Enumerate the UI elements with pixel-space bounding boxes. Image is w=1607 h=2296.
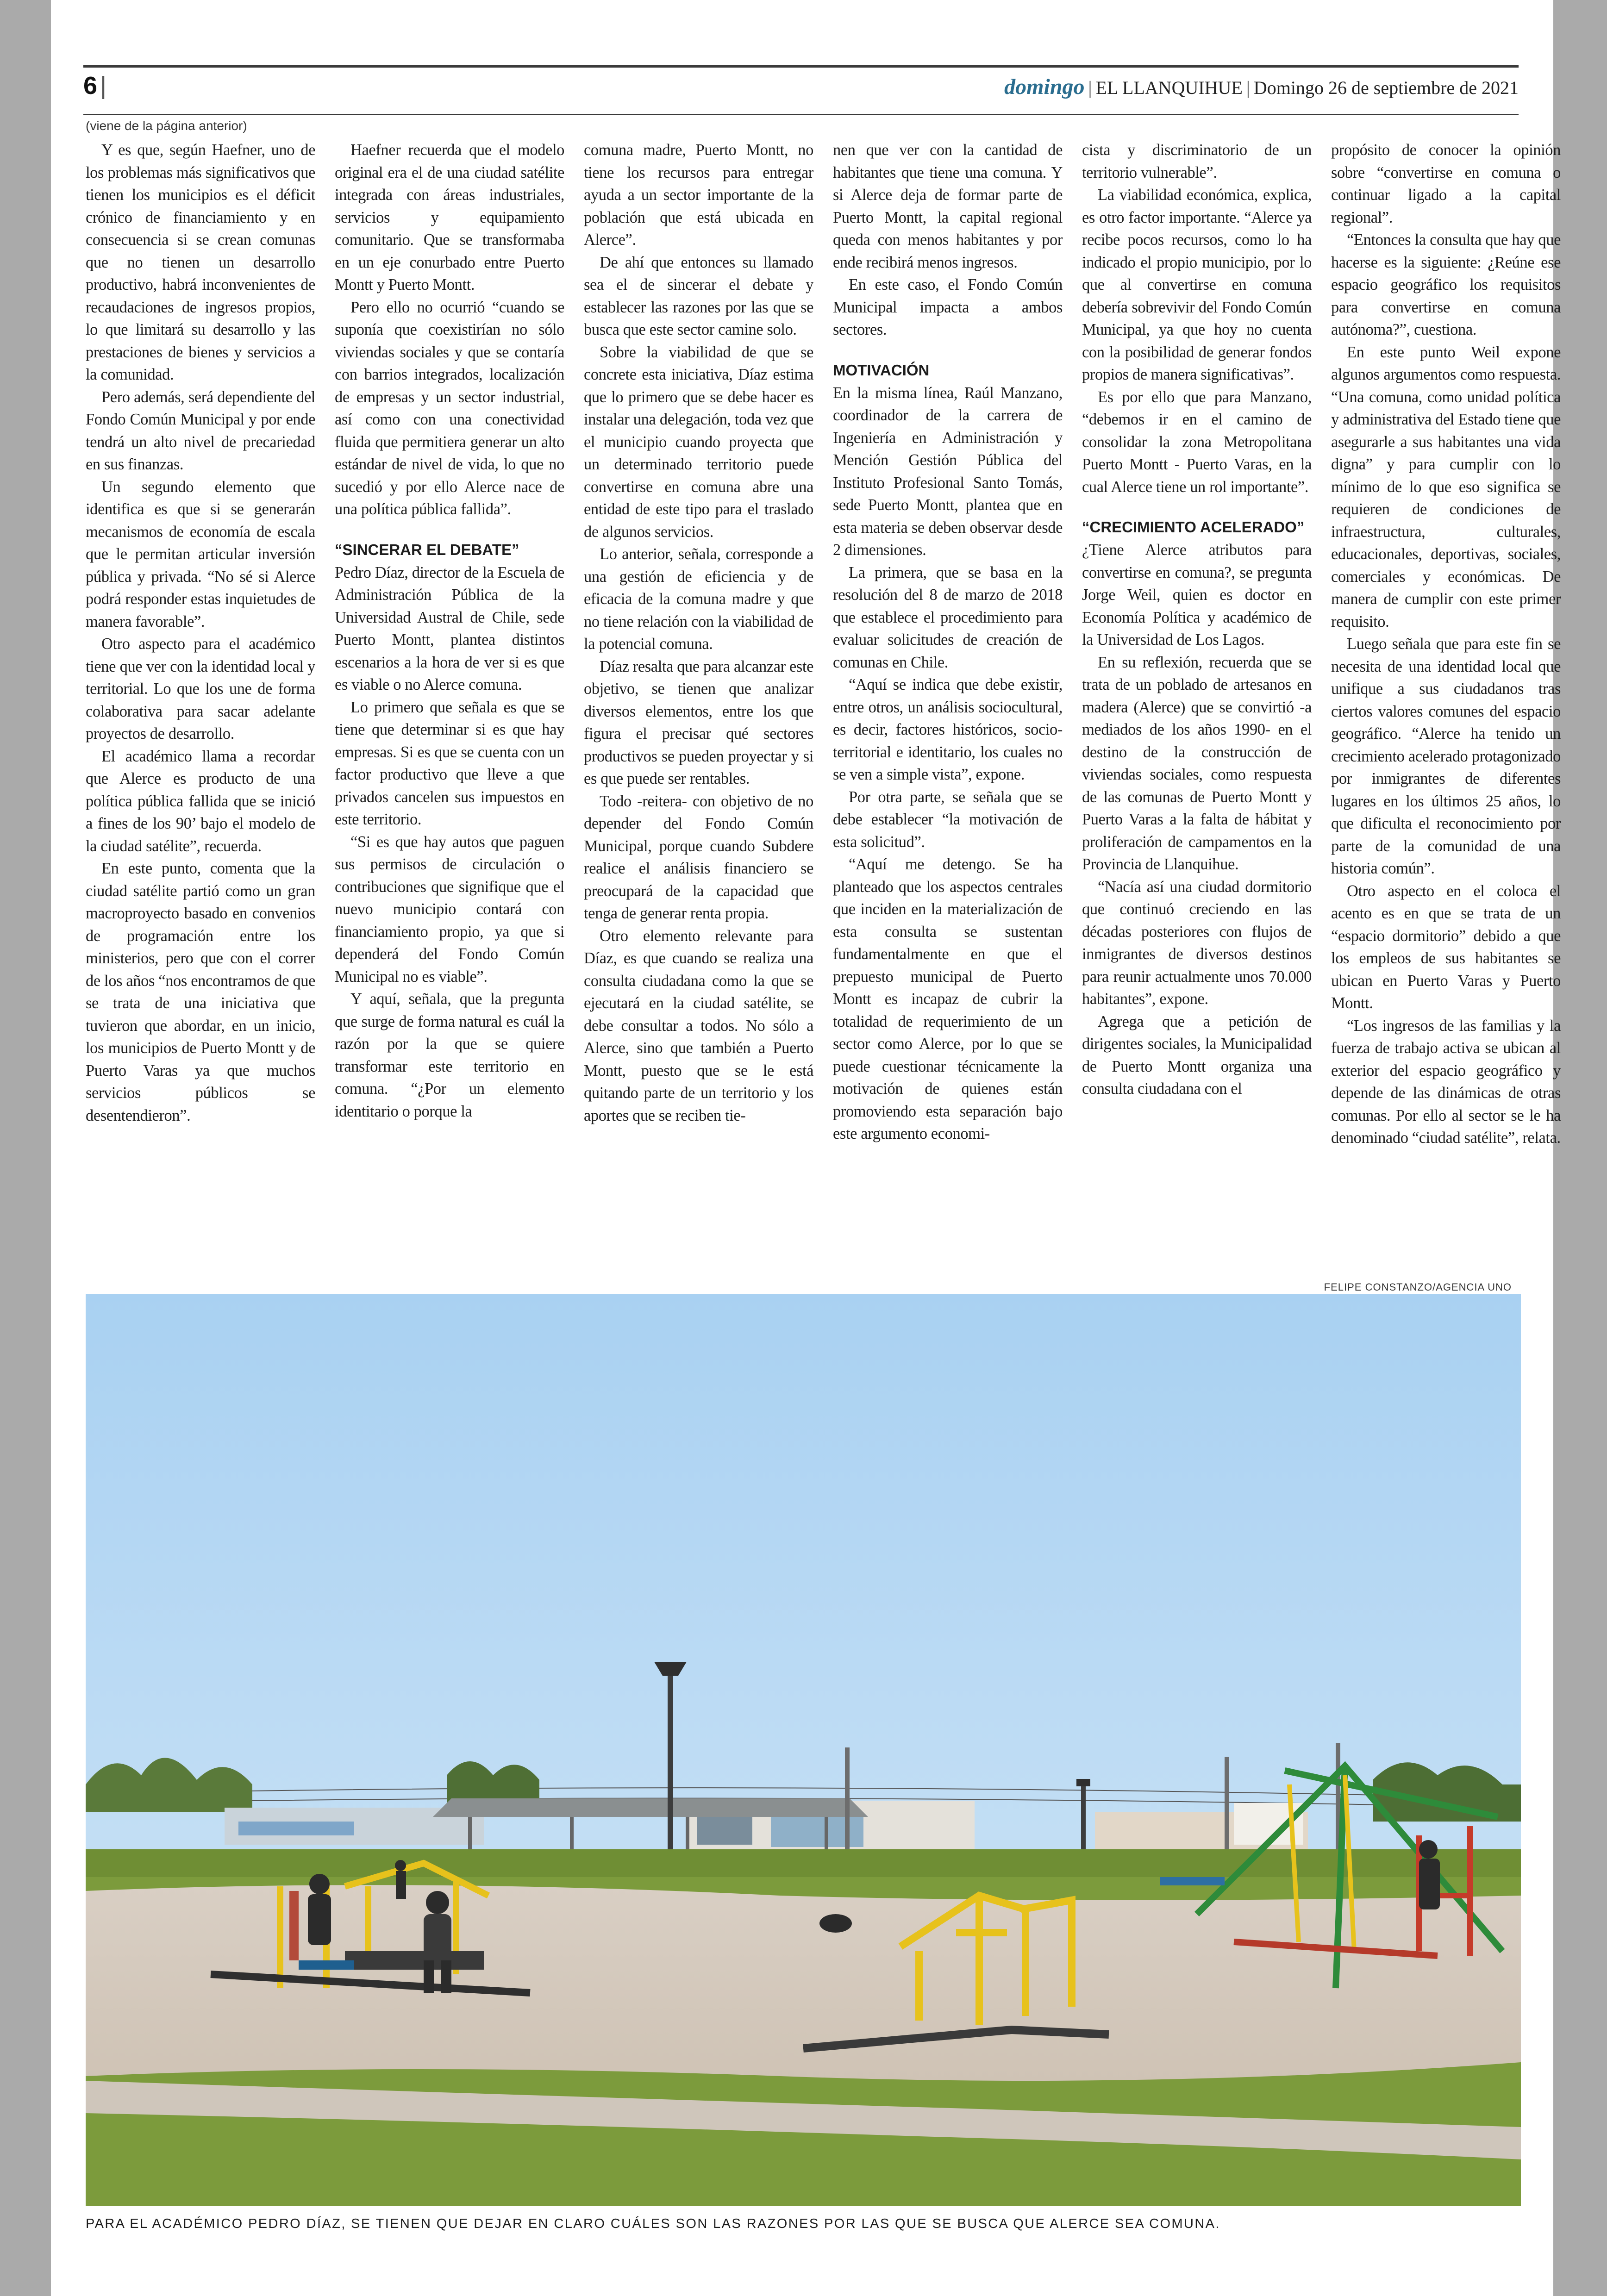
article-paragraph: Lo anterior, señala, corresponde a una gestión de eficiencia y de eficacia de la comuna madre y que no tiene relación con la viabilidad de la potencial comuna. bbox=[584, 545, 813, 653]
article-paragraph: cista y discriminatorio de un territorio vulnerable”. bbox=[1082, 141, 1312, 181]
article-paragraph: De ahí que entonces su llamado sea el de sincerar el debate y establecer las razones por las que se busca que este sector camine solo. bbox=[584, 253, 813, 338]
photo-caption: PARA EL ACADÉMICO PEDRO DÍAZ, SE TIENEN QUE DEJAR EN CLARO CUÁLES SON LAS RAZONES POR LAS QUE SE BUSCA QUE ALERCE SEA COMUNA. bbox=[86, 2216, 1220, 2231]
article-column bbox=[335, 139, 564, 1268]
article-paragraph: Otro elemento relevante para Díaz, es que cuando se realiza una consulta ciudadana como la que se ejecutará en la ciudad satélite, se debe consultar a todos. No sólo a Alerce, sino que también a Puerto Montt, puesto que se le está quitando parte de un territorio y los aportes que se reciben tie- bbox=[584, 927, 813, 1124]
article-paragraph: La primera, que se basa en la resolución del 8 de marzo de 2018 que establece el procedimiento para evaluar solicitudes de creación de comunas en Chile. bbox=[833, 563, 1063, 671]
article-paragraph: En la misma línea, Raúl Manzano, coordinador de la carrera de Ingeniería en Administración y Mención Gestión Pública del Instituto Profesional Santo Tomás, sede Puerto Montt, plantea que en esta materia se deben observar desde 2 dimensiones. bbox=[833, 384, 1063, 559]
article-paragraph: Es por ello que para Manzano, “debemos ir en el camino de consolidar la zona Metropolitana Puerto Montt - Puerto Varas, en la cual Alerce tiene un rol importante”. bbox=[1082, 388, 1312, 496]
article-column bbox=[584, 139, 813, 1268]
issue-date: Domingo 26 de septiembre de 2021 bbox=[1253, 77, 1519, 98]
article-column bbox=[1082, 139, 1312, 1268]
article-paragraph: Pero además, será dependiente del Fondo Común Municipal y por ende tendrá un alto nivel de precariedad en sus finanzas. bbox=[86, 388, 315, 473]
article-paragraph: “Aquí me detengo. Se ha planteado que los aspectos centrales que inciden en la materialización de esta consulta se sustentan fundamentalmente en que el prepuesto municipal de Puerto Montt es incapaz de cubrir la totalidad de requerimiento de un sector como Alerce, por lo que se puede cuestionar técnicamente la motivación de quienes están promoviendo esta separación bajo este argumento economi- bbox=[833, 855, 1063, 1142]
article-paragraph: Un segundo elemento que identifica es que si se generarán mecanismos de economía de escala que le permitan articular inversión pública y privada. “No sé si Alerce podrá responder estas inquietudes de manera favorable”. bbox=[86, 478, 315, 630]
article-column bbox=[833, 139, 1063, 1268]
article-paragraph: Otro aspecto en el coloca el acento es en que se trata de un “espacio dormitorio” debido a que los empleos de sus habitantes se ubican en Puerto Varas y Puerto Montt. bbox=[1331, 882, 1561, 1012]
article-paragraph: Agrega que a petición de dirigentes sociales, la Municipalidad de Puerto Montt organiza una consulta ciudadana con el bbox=[1082, 1012, 1312, 1098]
article-paragraph: En este punto Weil expone algunos argumentos como respuesta. “Una comuna, como unidad política y administrativa del Estado tiene que asegurarle a sus habitantes una vida digna” y para cumplir con lo mínimo de lo que eso significa se requieren de condiciones de infraestructura, culturales, educacionales, deportivas, sociales, comerciales y económicas. De manera de cumplir con este primer requisito. bbox=[1331, 343, 1561, 630]
article-body bbox=[86, 139, 1567, 1268]
article-column bbox=[1331, 139, 1561, 1268]
section-heading: “CRECIMIENTO ACELERADO” bbox=[1082, 518, 1305, 536]
article-paragraph: Haefner recuerda que el modelo original era el de una ciudad satélite integrada con áreas industriales, servicios y equipamiento comunitario. Que se transformaba en un eje conurbado entre Puerto Montt y Puerto Montt. bbox=[335, 141, 564, 293]
article-paragraph: En este caso, el Fondo Común Municipal impacta a ambos sectores. bbox=[833, 276, 1063, 338]
article-paragraph: nen que ver con la cantidad de habitantes que tiene una comuna. Y si Alerce deja de formar parte de Puerto Montt, la capital regional queda con menos habitantes y por ende recibirá menos ingresos. bbox=[833, 141, 1063, 271]
section-heading: MOTIVACIÓN bbox=[833, 361, 930, 379]
article-paragraph: En su reflexión, recuerda que se trata de un poblado de artesanos en madera (Alerce) que se convirtió -a mediados de los años 1990- en el destino de la construcción de viviendas sociales, como respuesta de las comunas de Puerto Montt y Puerto Varas a la falta de hábitat y proliferación de campamentos en la Provincia de Llanquihue. bbox=[1082, 653, 1312, 873]
article-paragraph: Por otra parte, se señala que se debe establecer “la motivación de esta solicitud”. bbox=[833, 788, 1063, 851]
brand-logo: domingo bbox=[1004, 75, 1085, 99]
playground-photo bbox=[86, 1294, 1521, 2206]
article-paragraph: “Nacía así una ciudad dormitorio que continuó creciendo en las décadas posteriores con flujos de inmigrantes de diversos destinos para reunir actualmente unos 70.000 habitantes”, expone. bbox=[1082, 878, 1312, 1008]
article-paragraph: “Aquí se indica que debe existir, entre otros, un análisis sociocultural, es decir, factores históricos, socio-territorial e identitario, los cuales no se ven a simple vista”, expone. bbox=[833, 676, 1063, 783]
article-paragraph: Lo primero que señala es que se tiene que determinar si es que hay empresas. Si es que se cuenta con un factor productivo que lleve a que privados cancelen sus impuestos en este territorio. bbox=[335, 698, 564, 828]
article-paragraph: El académico llama a recordar que Alerce es producto de una política pública fallida que se inició a fines de los 90’ bajo el modelo de la ciudad satélite”, recuerda. bbox=[86, 747, 315, 855]
article-paragraph: “Entonces la consulta que hay que hacerse es la siguiente: ¿Reúne ese espacio geográfico los requisitos para convertirse en comuna autónoma?”, cuestiona. bbox=[1331, 231, 1561, 338]
continued-note: (viene de la página anterior) bbox=[86, 119, 247, 133]
photo-credit: FELIPE CONSTANZO/AGENCIA UNO bbox=[1324, 1281, 1512, 1293]
article-paragraph: Díaz resalta que para alcanzar este objetivo, se tienen que analizar diversos elementos, entre los que figura el precisar qué sectores productivos se pueden proyectar y si es que puede ser rentables. bbox=[584, 657, 813, 787]
masthead: domingo | EL LLANQUIHUE | Domingo 26 de septiembre de 2021 bbox=[1004, 75, 1519, 99]
page-header bbox=[83, 65, 1519, 115]
article-paragraph: En este punto, comenta que la ciudad satélite partió como un gran macroproyecto basado en convenios de programación entre los ministerios, pero que con el correr de los años “nos encontramos de que se trata de una iniciativa que tuvieron que abordar, en un inicio, los municipios de Puerto Montt y de Puerto Varas ya que muchos servicios públicos se desentendieron”. bbox=[86, 860, 315, 1124]
article-paragraph: Pedro Díaz, director de la Escuela de Administración Pública de la Universidad Austral de Chile, sede Puerto Montt, plantea distintos escenarios a la hora de ver si es que es viable o no Alerce comuna. bbox=[335, 563, 564, 693]
article-paragraph: Y aquí, señala, que la pregunta que surge de forma natural es cuál la razón por la que se quiere transformar este territorio en comuna. “¿Por un elemento identitario o porque la bbox=[335, 990, 564, 1120]
article-paragraph: propósito de conocer la opinión sobre “convertirse en comuna o continuar ligado a la capital regional”. bbox=[1331, 141, 1561, 226]
article-paragraph: Todo -reitera- con objetivo de no depender del Fondo Común Municipal, porque cuando Subdere realice el análisis financiero se preocupará de la capacidad que tenga de generar renta propia. bbox=[584, 792, 813, 922]
article-column bbox=[86, 139, 315, 1268]
article-paragraph: Pero ello no ocurrió “cuando se suponía que coexistirían no sólo viviendas sociales y que se contaría con barrios integrados, localización de empresas y un sector industrial, así como con una conectividad fluida que permitiera generar un alto estándar de nivel de vida, lo que no sucedió y por ello Alerce nace de una política pública fallida”. bbox=[335, 298, 564, 518]
article-paragraph: “Los ingresos de las familias y la fuerza de trabajo activa se ubican al exterior del espacio geográfico y depende de las dinámicas de otras comunas. Por ello al sector se le ha denominado “ciudad satélite”, relata. bbox=[1331, 1017, 1561, 1147]
newspaper-page bbox=[51, 0, 1561, 2296]
article-paragraph: “Si es que hay autos que paguen sus permisos de circulación o contribuciones que signifique que el nuevo municipio contará con financiamiento propio, ya que si dependerá del Fondo Común Municipal no es viable”. bbox=[335, 833, 564, 986]
article-paragraph: Y es que, según Haefner, uno de los problemas más significativos que tienen los municipios es el déficit crónico de financiamiento y en consecuencia si se crean comunas que no tienen un desarrollo productivo, habrá inconvenientes de recaudaciones de ingresos propios, lo que limitará su desarrollo y las prestaciones de bienes y servicios a la comunidad. bbox=[86, 141, 315, 383]
section-heading: “SINCERAR EL DEBATE” bbox=[335, 541, 519, 558]
page-number: 6 | bbox=[83, 72, 107, 100]
article-paragraph: Luego señala que para este fin se necesita de una identidad local que unifique a sus ciudadanos tras ciertos valores comunes del espacio geográfico. “Alerce ha tenido un crecimiento acelerado protagonizado por inmigrantes de diferentes lugares en los últimos 25 años, lo que dificulta el reconocimiento por parte de la comunidad de una historia común”. bbox=[1331, 635, 1561, 877]
article-paragraph: Sobre la viabilidad de que se concrete esta iniciativa, Díaz estima que lo primero que se debe hacer es instalar una delegación, toda vez que el municipio cuando proyecta que un determinado territorio puede convertirse en comuna abre una entidad de este tipo para el traslado de algunos servicios. bbox=[584, 343, 813, 541]
article-paragraph: ¿Tiene Alerce atributos para convertirse en comuna?, se pregunta Jorge Weil, quien es doctor en Economía Política y académico de la Universidad de Los Lagos. bbox=[1082, 541, 1312, 649]
article-paragraph: La viabilidad económica, explica, es otro factor importante. “Alerce ya recibe pocos recursos, como lo ha indicado el propio municipio, por lo que al convertirse en comuna debería sobrevivir del Fondo Común Municipal, ya que hoy no cuenta con la posibilidad de generar fondos propios de manera significativas”. bbox=[1082, 186, 1312, 383]
article-paragraph: Otro aspecto para el académico tiene que ver con la identidad local y territorial. Lo que los une de forma colaborativa para sacar adelante proyectos de desarrollo. bbox=[86, 635, 315, 742]
article-paragraph: comuna madre, Puerto Montt, no tiene los recursos para entregar ayuda a un sector importante de la población que está ubicada en Alerce”. bbox=[584, 141, 813, 249]
photo-section bbox=[51, 1273, 1553, 2250]
newspaper-name: EL LLANQUIHUE bbox=[1095, 77, 1243, 98]
playground-illustration bbox=[86, 1294, 1521, 2206]
